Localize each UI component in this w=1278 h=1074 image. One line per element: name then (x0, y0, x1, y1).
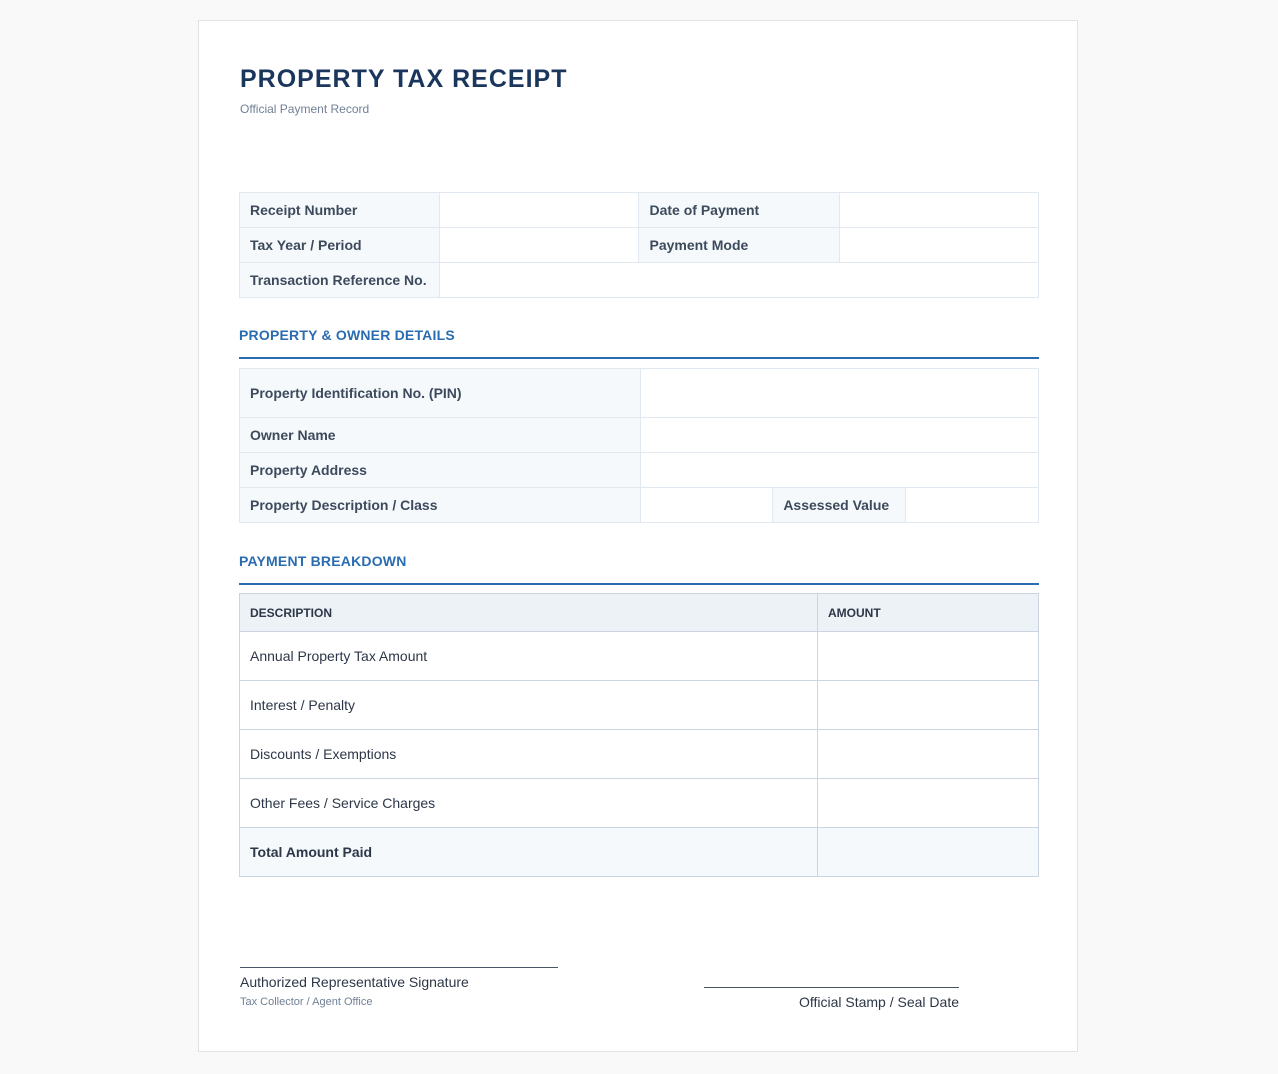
payment-breakdown-table (239, 593, 1039, 877)
row-amount-field[interactable] (818, 779, 1039, 828)
total-label: Total Amount Paid (240, 828, 818, 877)
receipt-number-label: Receipt Number (240, 193, 440, 228)
tax-year-label: Tax Year / Period (240, 228, 440, 263)
total-amount-field[interactable] (818, 828, 1039, 877)
owner-name-label: Owner Name (240, 418, 641, 453)
total-row (240, 828, 1039, 877)
tax-year-field[interactable] (440, 228, 639, 263)
description-column-header: DESCRIPTION (240, 594, 818, 632)
table-row (240, 730, 1039, 779)
row-amount-field[interactable] (818, 730, 1039, 779)
table-row (240, 779, 1039, 828)
table-row (240, 263, 1039, 298)
assessed-value-field[interactable] (906, 488, 1039, 523)
row-description: Annual Property Tax Amount (240, 632, 818, 681)
page-title: PROPERTY TAX RECEIPT (240, 65, 568, 93)
row-description: Other Fees / Service Charges (240, 779, 818, 828)
stamp-line[interactable] (704, 987, 959, 988)
transaction-ref-field[interactable] (440, 263, 1039, 298)
property-address-field[interactable] (640, 453, 1039, 488)
table-row (240, 193, 1039, 228)
receipt-number-field[interactable] (440, 193, 639, 228)
row-description: Interest / Penalty (240, 681, 818, 730)
table-row (240, 488, 1039, 523)
receipt-page (198, 20, 1078, 1052)
table-row (240, 681, 1039, 730)
table-header-row (240, 594, 1039, 632)
payment-mode-label: Payment Mode (639, 228, 839, 263)
table-row (240, 418, 1039, 453)
stamp-label: Official Stamp / Seal Date (798, 994, 959, 1010)
signature-line[interactable] (240, 967, 558, 968)
payment-section-title: PAYMENT BREAKDOWN (239, 553, 1039, 585)
property-description-field[interactable] (640, 488, 773, 523)
pin-label: Property Identification No. (PIN) (240, 369, 641, 418)
row-amount-field[interactable] (818, 632, 1039, 681)
table-row (240, 453, 1039, 488)
property-section-title: PROPERTY & OWNER DETAILS (239, 327, 1039, 359)
row-amount-field[interactable] (818, 681, 1039, 730)
signature-label: Authorized Representative Signature (240, 974, 469, 990)
date-of-payment-field[interactable] (839, 193, 1038, 228)
receipt-info-table (239, 192, 1039, 298)
page-subtitle: Official Payment Record (240, 102, 370, 116)
pin-field[interactable] (640, 369, 1039, 418)
property-description-label: Property Description / Class (240, 488, 641, 523)
stamp-block (704, 987, 959, 1010)
signature-block (240, 967, 558, 1008)
row-description: Discounts / Exemptions (240, 730, 818, 779)
assessed-value-label: Assessed Value (773, 488, 906, 523)
signature-sublabel: Tax Collector / Agent Office (240, 996, 373, 1008)
owner-name-field[interactable] (640, 418, 1039, 453)
table-row (240, 632, 1039, 681)
table-row (240, 369, 1039, 418)
transaction-ref-label: Transaction Reference No. (240, 263, 440, 298)
property-address-label: Property Address (240, 453, 641, 488)
date-of-payment-label: Date of Payment (639, 193, 839, 228)
payment-mode-field[interactable] (839, 228, 1038, 263)
table-row (240, 228, 1039, 263)
property-details-table (239, 368, 1039, 523)
amount-column-header: AMOUNT (818, 594, 1039, 632)
